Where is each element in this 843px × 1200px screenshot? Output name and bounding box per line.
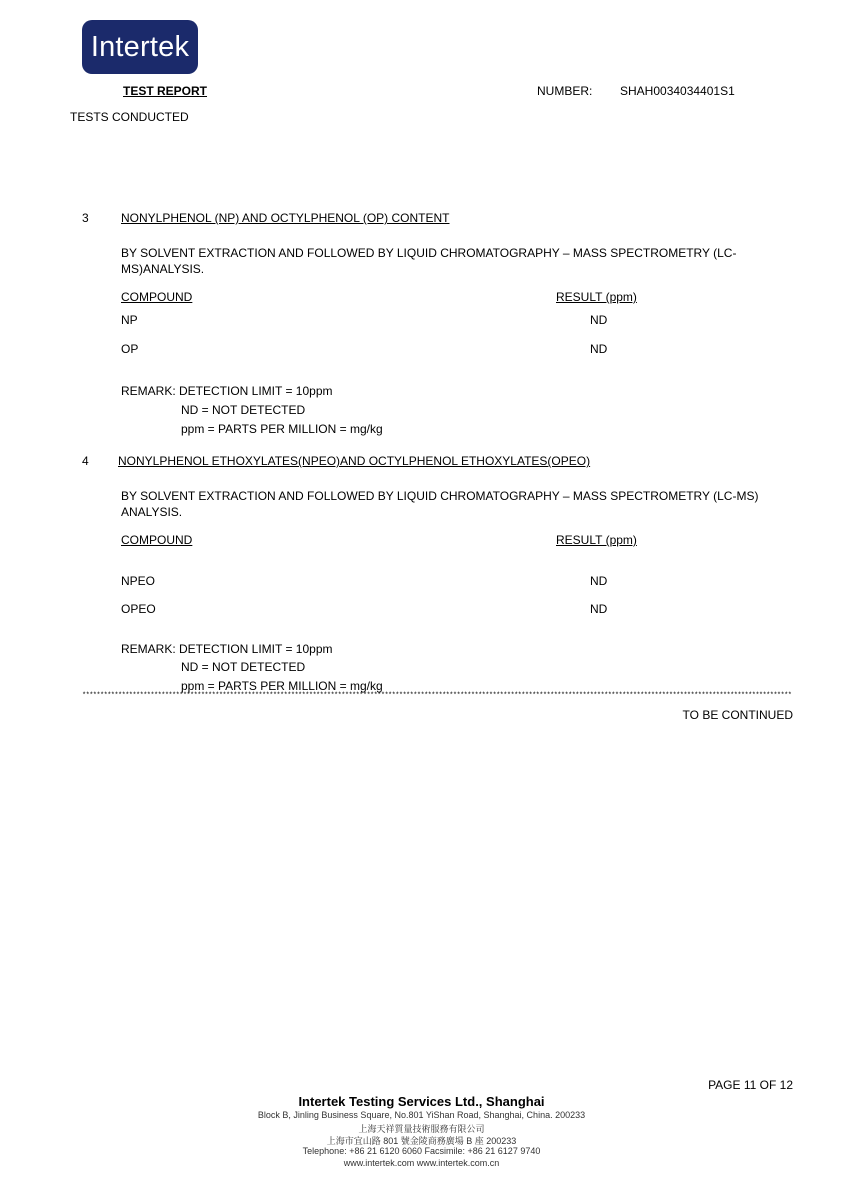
test-4-row-result: ND — [590, 574, 608, 588]
test-3-index: 3 — [82, 211, 89, 225]
test-4-title: NONYLPHENOL ETHOXYLATES(NPEO)AND OCTYLPHENOL ETHOXYLATES(OPEO) — [118, 454, 591, 468]
test-3-row-compound: OP — [121, 342, 139, 356]
footer-address-en: Block B, Jinling Business Square, No.801 YiShan Road, Shanghai, China. 200233 — [257, 1110, 586, 1120]
test-4-remark-ppm: ppm = PARTS PER MILLION = mg/kg — [181, 679, 383, 693]
footer-company: Intertek Testing Services Ltd., Shanghai — [298, 1094, 545, 1109]
test-4-row-result: ND — [590, 602, 608, 616]
test-3-compound-header: COMPOUND — [121, 290, 193, 304]
test-4-row-compound: OPEO — [121, 602, 156, 616]
test-3-remark-nd: ND = NOT DETECTED — [181, 403, 306, 417]
test-4-method: BY SOLVENT EXTRACTION AND FOLLOWED BY LIQUID CHROMATOGRAPHY – MASS SPECTROMETRY (LC-MS) ANALYSIS. — [121, 489, 759, 519]
test-3-row-result: ND — [590, 342, 608, 356]
separator-line: ***************************************************************************************************************************************************************************************************** — [82, 692, 792, 700]
intertek-logo — [82, 20, 198, 74]
page-number: PAGE 11 OF 12 — [708, 1078, 793, 1092]
logo-text: Intertek — [90, 30, 190, 63]
test-3-row-result: ND — [590, 313, 608, 327]
footer-name-cn: 上海天祥質量技術服務有限公司 — [358, 1124, 485, 1134]
test-3-remark-limit: REMARK: DETECTION LIMIT = 10ppm — [121, 384, 333, 398]
footer-phone: Telephone: +86 21 6120 6060 Facsimile: +86 21 6127 9740 — [302, 1146, 541, 1156]
test-4-index: 4 — [82, 454, 89, 468]
test-4-remark-nd: ND = NOT DETECTED — [181, 660, 306, 674]
number-label: NUMBER: — [537, 84, 593, 98]
test-3-title: NONYLPHENOL (NP) AND OCTYLPHENOL (OP) CONTENT — [121, 211, 450, 225]
test-4-result-header: RESULT (ppm) — [556, 533, 637, 547]
footer-address-cn: 上海市宜山路 801 號金陵商務廣場 B 座 200233 — [326, 1136, 517, 1146]
section-heading: TESTS CONDUCTED — [70, 110, 189, 124]
test-3-remark-ppm: ppm = PARTS PER MILLION = mg/kg — [181, 422, 383, 436]
test-3-result-header: RESULT (ppm) — [556, 290, 637, 304]
test-3-method: BY SOLVENT EXTRACTION AND FOLLOWED BY LIQUID CHROMATOGRAPHY – MASS SPECTROMETRY (LC-MS)ANALYSIS. — [121, 246, 737, 276]
test-4-row-compound: NPEO — [121, 574, 156, 588]
test-3-row-compound: NP — [121, 313, 138, 327]
test-4-compound-header: COMPOUND — [121, 533, 193, 547]
report-title: TEST REPORT — [123, 84, 208, 98]
test-4-remark-limit: REMARK: DETECTION LIMIT = 10ppm — [121, 642, 333, 656]
footer-web: www.intertek.com www.intertek.com.cn — [343, 1158, 500, 1168]
report-number: SHAH0034034401S1 — [620, 84, 735, 98]
continued-note: TO BE CONTINUED — [682, 708, 793, 722]
